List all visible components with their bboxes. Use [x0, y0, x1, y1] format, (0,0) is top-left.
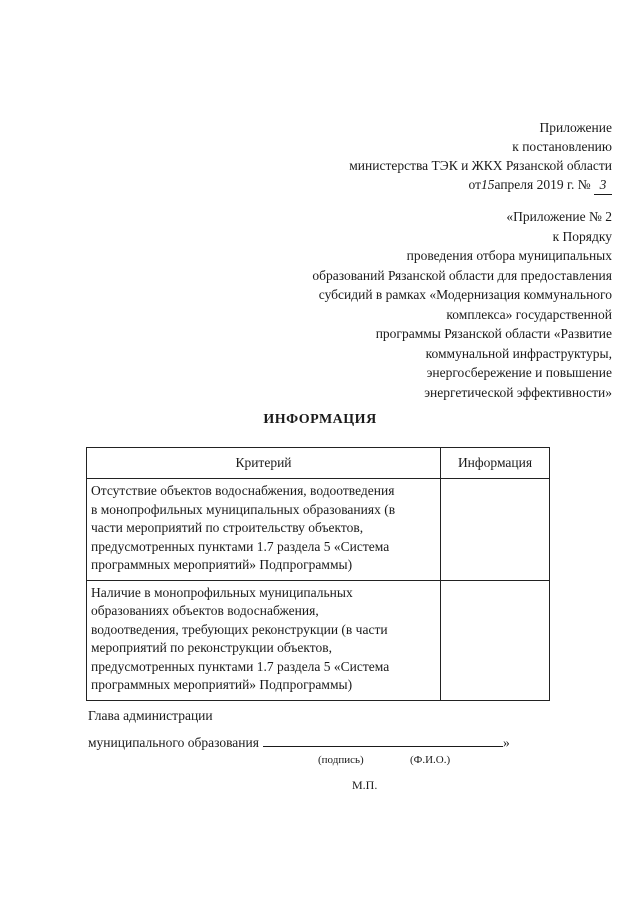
criterion-line: программных мероприятий» Подпрограммы) — [91, 677, 353, 692]
criteria-table — [86, 447, 550, 701]
header-line-2: к постановлению — [512, 139, 612, 154]
date-rest: апреля 2019 г. № — [494, 177, 591, 192]
document-title: ИНФОРМАЦИЯ — [263, 412, 377, 427]
column-header-information: Информация — [441, 448, 550, 479]
criterion-line: предусмотренных пунктами 1.7 раздела 5 «Система — [91, 538, 390, 554]
decree-header — [349, 118, 612, 195]
signatory-org: муниципального образования — [88, 735, 259, 750]
criterion-line: образованиях объектов водоснабжения, — [91, 603, 319, 618]
signature-caption: (подпись) — [318, 754, 364, 766]
annex-line: программы Рязанской области «Развитие — [375, 326, 612, 341]
criterion-line: предусмотренных пунктами 1.7 раздела 5 «Система — [91, 658, 390, 674]
criterion-line: водоотведения, требующих реконструкции (в части — [91, 621, 388, 637]
annex-line: проведения отбора муниципальных — [406, 248, 612, 263]
criterion-cell — [87, 479, 441, 581]
annex-line: энергетической эффективности» — [424, 384, 612, 400]
signature-blank-line[interactable] — [263, 733, 503, 747]
criterion-line: Наличие в монопрофильных муниципальных — [91, 584, 353, 600]
table-header-row — [87, 448, 550, 479]
information-cell[interactable] — [441, 479, 550, 581]
criterion-cell — [87, 580, 441, 700]
signature-block — [88, 706, 510, 752]
table-row — [87, 479, 550, 581]
table-row — [87, 580, 550, 700]
annex-line: «Приложение № 2 — [506, 209, 612, 224]
header-line-3: министерства ТЭК и ЖКХ Рязанской области — [349, 158, 612, 173]
signatory-title: Глава администрации — [88, 708, 213, 723]
annex-reference — [312, 207, 612, 402]
date-prefix: от — [468, 177, 481, 192]
annex-line: комплекса» государственной — [446, 306, 612, 322]
criterion-line: Отсутствие объектов водоснабжения, водоотведения — [91, 483, 395, 498]
header-line-1: Приложение — [539, 120, 612, 135]
fio-caption: (Ф.И.О.) — [410, 754, 451, 766]
annex-line: к Порядку — [552, 228, 612, 244]
decree-number: 3 — [594, 175, 612, 195]
header-date-line — [349, 175, 612, 195]
information-cell[interactable] — [441, 580, 550, 700]
annex-line: субсидий в рамках «Модернизация коммунального — [318, 287, 612, 302]
criterion-line: в монопрофильных муниципальных образованиях (в — [91, 501, 396, 517]
closing-quote: » — [502, 735, 510, 750]
stamp-place-label: М.П. — [352, 778, 378, 792]
signatory-org-line — [88, 733, 510, 752]
annex-line: энергосбережение и повышение — [426, 365, 612, 380]
annex-line: образований Рязанской области для предоставления — [312, 267, 612, 283]
criterion-line: части мероприятий по строительству объектов, — [91, 520, 364, 535]
criterion-line: программных мероприятий» Подпрограммы) — [91, 557, 353, 572]
date-day: 15 — [481, 177, 495, 192]
column-header-criterion: Критерий — [87, 448, 441, 479]
criterion-line: мероприятий по реконструкции объектов, — [91, 640, 332, 655]
annex-line: коммунальной инфраструктуры, — [425, 345, 612, 361]
